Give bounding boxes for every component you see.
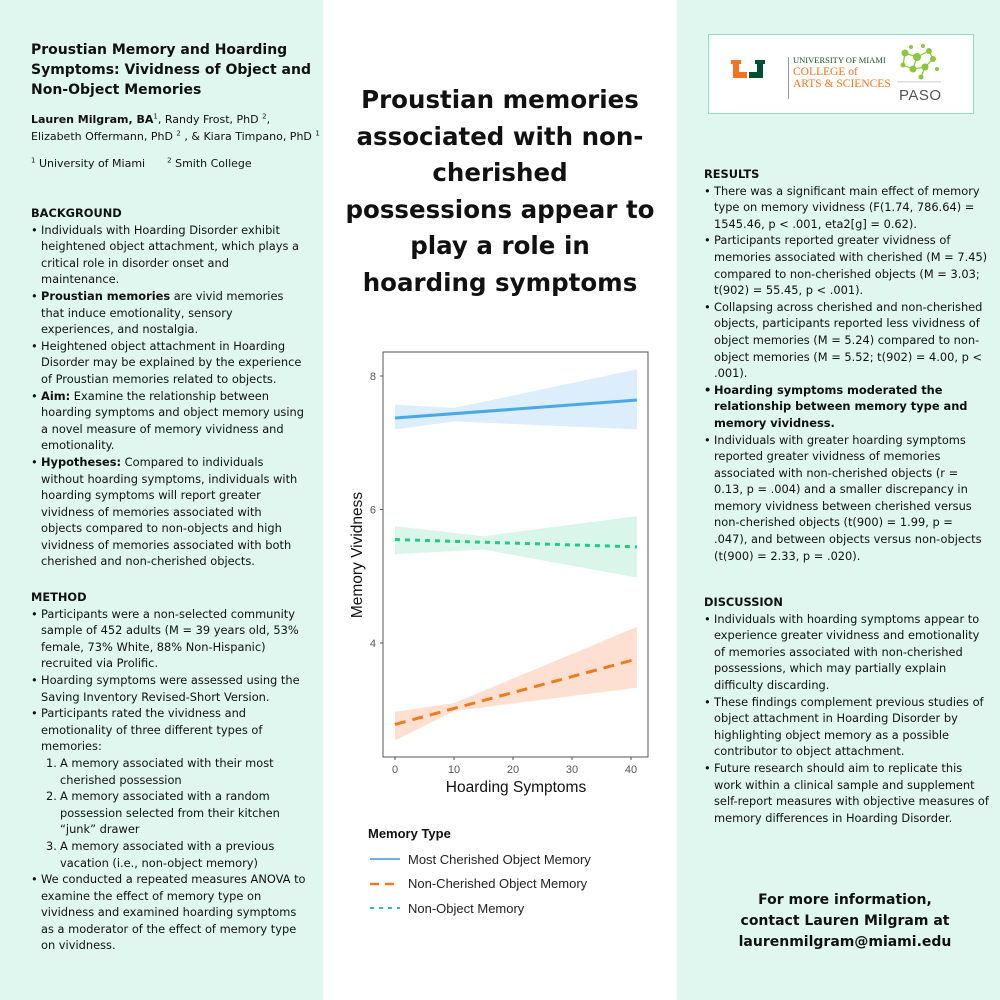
solid-line-swatch-icon [368,854,402,864]
line-chart [340,340,670,810]
svg-text:0: 0 [391,764,399,776]
poster-title: Proustian Memory and Hoarding Symptoms: Vividness of Object and Non-Object Memories [31,42,311,98]
affiliations: $^1$ University of Miami $^2$ Smith College [31,156,252,170]
section-heading: BACKGROUND [31,206,122,220]
results-section [704,166,989,564]
svg-text:10: 10 [447,764,461,776]
logo-banner [708,34,974,114]
affiliation: University of Miami [38,157,146,170]
bullet-item: • Proustian memories are vivid memories that induce emotionality, sensory experiences, and nostalgia. [31,288,306,338]
bullet-item: • Hoarding symptoms were assessed using the Saving Inventory Revised-Short Version. [31,672,306,705]
contact-email[interactable]: laurenmilgram@miami.edu [738,934,952,950]
numbered-item: 1. A memory associated with their most cherished possession [46,755,306,788]
section-heading: RESULTS [704,167,760,181]
x-axis-ticks [392,757,637,776]
bullet-item: • Collapsing across cherished and non-cherished objects, participants reported less vividness of object memories (M = 5.24) compared to non-object memories (M = 5.52; t(902) = 4.00, p < .001). [704,299,989,382]
bullet-item: • Participants rated the vividness and emotionality of three different types of memories: 1. A memory associated with their most cherished possession 2. A memory associated with a random possession selected from their kitchen “junk” drawer 3. A memory associated with a previous vacation (i.e., non-object memory) [31,705,306,871]
author-name: Kiara Timpano, PhD [203,130,312,143]
contact-info: For more information, contact Lauren Milgram at laurenmilgram@miami.edu [700,890,990,953]
bullet-item: • Future research should aim to replicate this work within a clinical sample and supplement self-report measures with objective measures of memory differences in Hoarding Disorder. [704,760,989,826]
chart-legend [368,826,658,921]
confidence-band [395,369,637,429]
bullet-item: • Heightened object attachment in Hoarding Disorder may be explained by the experience of Proustian memories related to objects. [31,338,306,388]
paso-network-logo-icon [895,43,943,83]
dotted-line-swatch-icon [368,903,402,913]
bullet-item: • Participants were a non-selected community sample of 452 adults (M = 39 years old, 53% female, 73% White, 88% Non-Hispanic) recruited via Prolific. [31,606,306,672]
confidence-band [395,627,637,740]
y-axis-ticks [370,371,383,650]
bullet-item: • Hypotheses: Compared to individuals without hoarding symptoms, individuals with hoarding symptoms will report greater vividness of memories associated with objects compared to non-objects and high vividness of memories associated with both cherished and non-cherished objects. [31,454,306,570]
bullet-item: • Individuals with hoarding symptoms appear to experience greater vividness and emotionality of memories associated with non-cherished possessions, which may partially explain difficulty discarding. [704,611,989,694]
bullet-item: • Aim: Examine the relationship between hoarding symptoms and object memory using a novel measure of memory vividness and emotionality. [31,388,306,454]
svg-text:8: 8 [369,371,376,383]
paso-label: PASO [899,87,942,104]
x-axis-label: Hoarding Symptoms [445,779,587,796]
svg-text:6: 6 [369,504,376,517]
numbered-item: 3. A memory associated with a previous vacation (i.e., non-object memory) [46,838,306,871]
confidence-band [395,516,637,577]
svg-text:4: 4 [369,638,376,650]
logo-divider [788,57,789,99]
bullet-item: • Individuals with greater hoarding symptoms reported greater vividness of memories associated with non-cherished objects (r = 0.13, p = .004) and a smaller discrepancy in memory vividness between cherished versus non-cherished objects (t(900) = 1.99, p = .047), and between objects versus non-objects (t(900) = 2.33, p = .020). [704,432,989,565]
college-name: COLLEGE of ARTS & SCIENCES [793,66,891,90]
svg-text:20: 20 [506,764,520,776]
section-heading: METHOD [31,590,87,604]
legend-item: Non-Object Memory [368,896,658,921]
legend-title: Memory Type [368,826,451,841]
author-name: Lauren Milgram, BA [31,113,154,126]
bullet-item: • We conducted a repeated measures ANOVA to examine the effect of memory type on vividness and examined hoarding symptoms as a moderator of the effect of memory type on vividness. [31,871,306,954]
left-column [0,0,323,1000]
bullet-item: • Participants reported greater vividness of memories associated with cherished (M = 7.45) compared to non-cherished objects (M = 3.03; t(902) = 55.45, p < .001). [704,232,989,298]
author-list: Lauren Milgram, $BA^1$, Randy Frost, PhD $^2$, Elizabeth Offermann, PhD $^2$ , & Kiara Timpano, PhD $^1$ [31,112,320,143]
affiliation: Smith College [175,157,252,170]
bullet-item: • These findings complement previous studies of object attachment in Hoarding Disorder by highlighting object memory as a possible contributor to object attachment. [704,694,989,760]
legend-item: Non-Cherished Object Memory [368,872,658,897]
bullet-item: • There was a significant main effect of memory type on memory vividness (F(1.74, 786.64) = 1545.46, p < .001, eta2[g] = 0.62). [704,183,989,233]
method-section [31,589,306,954]
section-heading: DISCUSSION [704,595,783,609]
bullet-item: • Individuals with Hoarding Disorder exhibit heightened object attachment, which plays a critical role in disorder onset and maintenance. [31,222,306,288]
bullet-item: • Hoarding symptoms moderated the relationship between memory type and memory vividness. [704,382,989,432]
author-name: Elizabeth Offermann, PhD [31,130,173,143]
university-of-miami-u-logo-icon [731,60,765,78]
headline: Proustian memories associated with non-cherished possessions appear to play a role in hoarding symptoms [345,85,655,297]
numbered-item: 2. A memory associated with a random possession selected from their kitchen “junk” drawer [46,788,306,838]
discussion-section [704,594,989,826]
legend-item: Most Cherished Object Memory [368,847,658,872]
confidence-bands [395,369,637,740]
y-axis-label: Memory Vividness [349,491,366,619]
author-name: Randy Frost, PhD [164,113,259,126]
svg-text:40: 40 [624,764,638,776]
background-section [31,205,306,570]
dashed-line-swatch-icon [368,879,402,889]
university-name: UNIVERSITY OF MIAMI [793,55,886,65]
svg-text:30: 30 [565,764,579,776]
